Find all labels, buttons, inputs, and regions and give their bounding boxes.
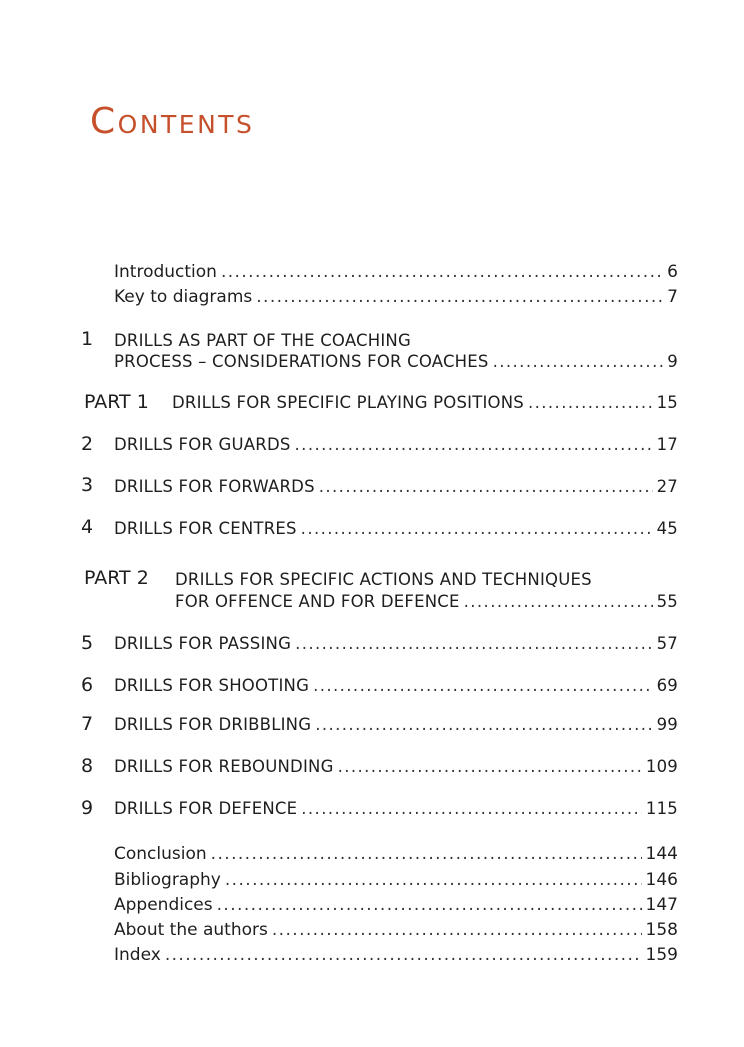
toc-page-number: 109 — [645, 757, 678, 776]
toc-entry-chapter-2[interactable] — [114, 434, 678, 456]
chapter-number: 5 — [81, 632, 94, 654]
toc-entry-key-to-diagrams[interactable] — [114, 286, 678, 308]
toc-entry-label: Bibliography — [114, 870, 221, 890]
toc-page-number: 144 — [645, 844, 678, 864]
toc-entry-chapter-4[interactable] — [114, 518, 678, 540]
dot-leader — [464, 591, 653, 613]
toc-entry-label: DRILLS AS PART OF THE COACHING — [114, 331, 411, 350]
toc-page-number: 17 — [656, 435, 678, 454]
toc-entry-label: DRILLS FOR FORWARDS — [114, 477, 315, 496]
chapter-number: 7 — [81, 713, 94, 735]
toc-entry-label: Key to diagrams — [114, 287, 253, 307]
chapter-number: 4 — [81, 516, 94, 538]
toc-entry-chapter-3[interactable] — [114, 476, 678, 498]
toc-entry-part-1[interactable] — [172, 392, 678, 414]
chapter-number: 9 — [81, 797, 94, 819]
toc-page-number: 99 — [656, 715, 678, 734]
toc-entry-label: DRILLS FOR CENTRES — [114, 519, 297, 538]
toc-page-number: 27 — [656, 477, 678, 496]
toc-page-number: 15 — [656, 393, 678, 412]
toc-page-number: 45 — [656, 519, 678, 538]
page-title: Contents — [90, 101, 255, 142]
toc-entry-label: About the authors — [114, 920, 268, 940]
dot-leader — [165, 944, 642, 966]
dot-leader — [221, 261, 663, 283]
dot-leader — [313, 675, 653, 697]
part-label: PART 1 — [84, 391, 149, 413]
toc-entry-label: DRILLS FOR SPECIFIC ACTIONS AND TECHNIQUES — [175, 570, 592, 589]
toc-entry-chapter-8[interactable] — [114, 756, 678, 778]
dot-leader — [217, 894, 642, 916]
dot-leader — [272, 919, 642, 941]
toc-entry-label: DRILLS FOR DEFENCE — [114, 799, 298, 818]
chapter-number: 2 — [81, 433, 94, 455]
part-2-title-line1 — [175, 569, 592, 591]
toc-entry-chapter-1[interactable] — [114, 351, 678, 373]
toc-entry-label: FOR OFFENCE AND FOR DEFENCE — [175, 592, 460, 611]
toc-entry-index[interactable] — [114, 944, 678, 966]
toc-entry-chapter-5[interactable] — [114, 633, 678, 655]
toc-entry-appendices[interactable] — [114, 894, 678, 916]
toc-entry-label: DRILLS FOR DRIBBLING — [114, 715, 312, 734]
dot-leader — [315, 714, 652, 736]
toc-page-number: 57 — [656, 634, 678, 653]
toc-page-number: 6 — [667, 262, 678, 282]
toc-page-number: 69 — [656, 676, 678, 695]
toc-page-number: 146 — [645, 870, 678, 890]
toc-page-number: 55 — [656, 592, 678, 611]
toc-page-number: 9 — [667, 352, 678, 371]
chapter-1-title-line1 — [114, 330, 411, 352]
toc-page-number: 147 — [645, 895, 678, 915]
toc-entry-label: Introduction — [114, 262, 217, 282]
dot-leader — [295, 633, 653, 655]
dot-leader — [301, 798, 642, 820]
dot-leader — [256, 286, 663, 308]
toc-entry-bibliography[interactable] — [114, 869, 678, 891]
toc-entry-label: DRILLS FOR PASSING — [114, 634, 292, 653]
toc-page-number: 159 — [645, 945, 678, 965]
chapter-number: 3 — [81, 474, 94, 496]
toc-entry-label: Conclusion — [114, 844, 207, 864]
toc-entry-label: DRILLS FOR SPECIFIC PLAYING POSITIONS — [172, 393, 524, 412]
toc-entry-label: DRILLS FOR SHOOTING — [114, 676, 310, 695]
toc-entry-chapter-9[interactable] — [114, 798, 678, 820]
toc-entry-label: DRILLS FOR REBOUNDING — [114, 757, 334, 776]
toc-page-number: 7 — [667, 287, 678, 307]
toc-entry-conclusion[interactable] — [114, 843, 678, 865]
toc-entry-label: DRILLS FOR GUARDS — [114, 435, 291, 454]
dot-leader — [211, 843, 642, 865]
toc-entry-label: Index — [114, 945, 161, 965]
dot-leader — [528, 392, 653, 414]
toc-entry-chapter-6[interactable] — [114, 675, 678, 697]
dot-leader — [338, 756, 642, 778]
dot-leader — [301, 518, 653, 540]
toc-entry-part-2[interactable] — [175, 591, 678, 613]
toc-entry-label: Appendices — [114, 895, 213, 915]
chapter-number: 6 — [81, 674, 94, 696]
toc-entry-about-the-authors[interactable] — [114, 919, 678, 941]
toc-page-number: 115 — [645, 799, 678, 818]
toc-entry-chapter-7[interactable] — [114, 714, 678, 736]
toc-entry-label: PROCESS – CONSIDERATIONS FOR COACHES — [114, 352, 489, 371]
chapter-number: 1 — [81, 328, 94, 350]
toc-page-number: 158 — [645, 920, 678, 940]
dot-leader — [319, 476, 653, 498]
chapter-number: 8 — [81, 755, 94, 777]
dot-leader — [225, 869, 642, 891]
part-label: PART 2 — [84, 567, 149, 589]
dot-leader — [493, 351, 664, 373]
dot-leader — [295, 434, 653, 456]
toc-entry-introduction[interactable] — [114, 261, 678, 283]
